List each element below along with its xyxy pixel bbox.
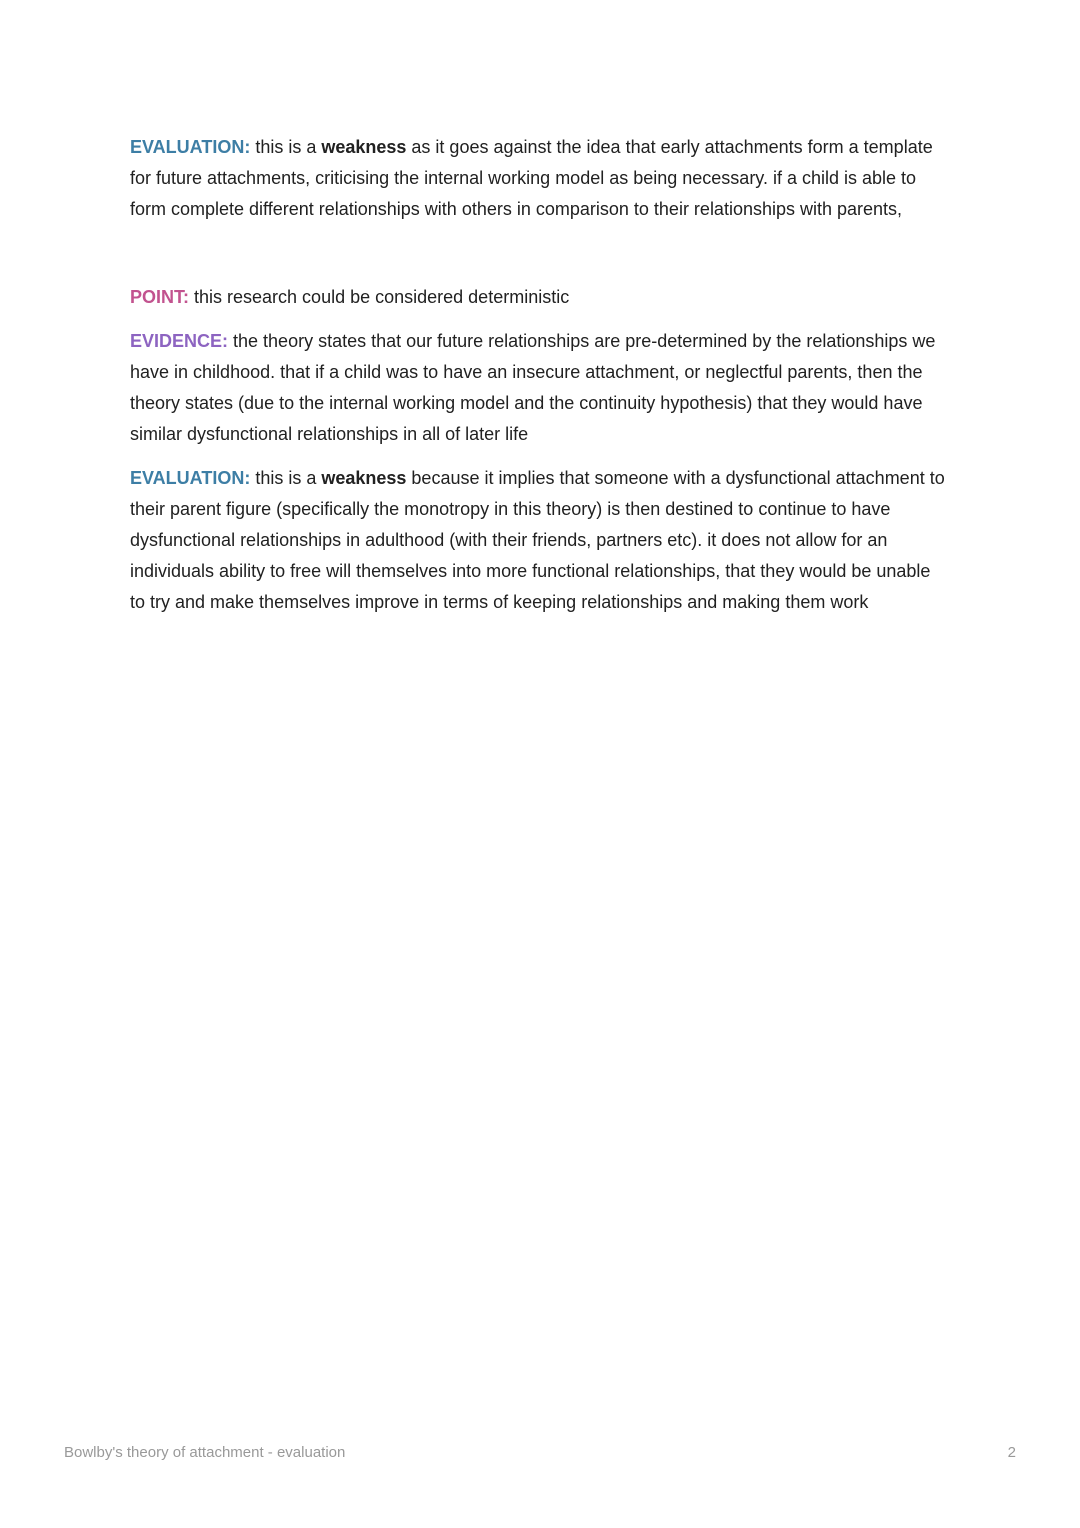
footer-page-number: 2: [1007, 1444, 1016, 1461]
paragraph-evaluation-2: [130, 463, 948, 618]
paragraph-text: this is a: [250, 468, 322, 488]
evidence-label: EVIDENCE:: [130, 331, 229, 351]
paragraph-text: this is a: [250, 137, 322, 157]
weakness-bold-text: weakness: [321, 137, 407, 157]
paragraph-point: [130, 282, 948, 313]
document-body: [130, 132, 948, 631]
paragraph-text: this research could be considered deterministic: [189, 287, 570, 307]
point-label: POINT:: [130, 287, 190, 307]
paragraph-text: the theory states that our future relationships are pre-determined by the relationships we have in childhood. that if a child was to have an insecure attachment, or neglectful parents, then the theory states (due to the internal working model and the continuity hypothesis) that they would have similar dysfunctional relationships in all of later life: [130, 331, 936, 444]
evaluation-label: EVALUATION:: [130, 468, 251, 488]
paragraph-evaluation-1: [130, 132, 948, 225]
blank-line: [130, 238, 948, 269]
weakness-bold-text: weakness: [321, 468, 407, 488]
evaluation-label: EVALUATION:: [130, 137, 251, 157]
footer-document-title: Bowlby's theory of attachment - evaluation: [64, 1444, 346, 1461]
paragraph-text: as it goes against the idea that early attachments form a template for future attachments, criticising the internal working model as being necessary. if a child is able to form complete different relationships with others in comparison to their relationships with parents,: [130, 137, 933, 219]
page-footer: [64, 1444, 1016, 1461]
paragraph-evidence: [130, 326, 948, 450]
paragraph-text: because it implies that someone with a dysfunctional attachment to their parent figure (specifically the monotropy in this theory) is then destined to continue to have dysfunctional relationships in adulthood (with their friends, partners etc). it does not allow for an individuals ability to free will themselves into more functional relationships, that they would be unable to try and make themselves improve in terms of keeping relationships and making them work: [130, 468, 945, 612]
